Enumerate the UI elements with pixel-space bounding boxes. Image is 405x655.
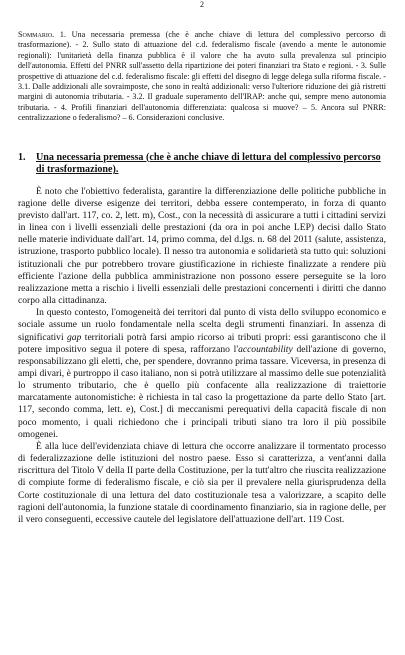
section-number: 1. xyxy=(18,151,26,163)
paragraph-1: È noto che l'obiettivo federalista, garantire la differenziazione delle politiche pubbliche in ragione delle diverse esigenze dei territori, debba essere contemperato, in forza di quanto previsto dall'art. 117, co. 2, lett. m), Cost., con la necessità di assicurare a tutti i cittadini servizi in linea con i livelli essenziali delle prestazioni (da ora in poi anche LEP) decisi dallo Stato nelle materie individuate dall'art. 14, primo comma, del d.lgs. n. 68 del 2011 (salute, assistenza, istruzione, trasporto pubblico locale). Il nesso tra autonomia e solidarietà sta tutto qui: soluzioni istituzionali che pur potrebbero trovare giustificazione in richieste finalizzate a rendere più efficiente l'azione della pubblica amministrazione non possono essere perseguite se la loro realizzazione metta a rischio i livelli essenziali delle prestazioni concernenti i diritti che danno corpo alla cittadinanza. xyxy=(18,185,386,307)
body-text xyxy=(18,186,386,526)
summary-text: . 1. Una necessaria premessa (che è anche chiave di lettura del complessivo percorso di trasformazione). - 2. Sullo stato di attuazione del c.d. federalismo fiscale (avendo a mente le autonomie regionali): l'unitarietà della finanza pubblica è il valore che ha avuto sulla prevalenza sul principio dell'autonomia. Effetti del PNRR sull'assetto della ripartizione dei poteri finanziari tra Stato e regioni. - 3. Sulle prospettive di attuazione del c.d. federalismo fiscale: gli effetti del disegno di legge delega sulla riforma fiscale. - 3.1. Dalle addizionali alle sovraimposte, che sono in realtà addizionali: verso l'ulteriore riduzione dei già ristretti margini di autonomia tributaria. - 3.2. Il graduale superamento dell'IRAP: anche qui, sempre meno autonomia tributaria. - 4. Profili finanziari dell'autonomia differenziata: qualcosa si muove? – 5. Ancora sul PNRR: centralizzazione o federalismo? – 6. Considerazioni conclusive. xyxy=(18,30,386,123)
paragraph-2-part-2: territoriali potrà farsi ampio ricorso ai tributi propri: essi garantiscono che il potere impositivo segua il potere di spesa, rafforzano l' xyxy=(18,331,386,355)
section-title: Una necessaria premessa (che è anche chiave di lettura del complessivo percorso di trasformazione). xyxy=(36,151,381,176)
section-heading xyxy=(18,152,386,177)
paragraph-2-italic-accountability: accountability xyxy=(238,343,293,355)
page-number: 2 xyxy=(200,0,204,9)
summary-label: Sommario xyxy=(18,30,53,39)
paragraph-2-part-1: In questo contesto, l'omogeneità dei territori dal punto di vista dello sviluppo economico e sociale assume un ruolo fondamentale nella scelta degli strumenti finanziari. In assenza di significativi xyxy=(18,307,386,343)
summary-block xyxy=(18,30,386,124)
paragraph-3: È alla luce dell'evidenziata chiave di lettura che occorre analizzare il tormentato processo di federalizzazione delle istituzioni del nostro paese. Esso si caratterizza, a vent'anni dalla riscrittura del Titolo V della II parte della Costituzione, per la tutt'altro che riuscita realizzazione di compiute forme di federalismo fiscale, e ciò sia per il prevalere nella giurisprudenza della Corte costituzionale di una lettura del dato costituzionale tesa a valorizzare, a scapito delle ragioni dell'autonomia, la funzione statale di coordinamento finanziario, sia in ragione delle, per il vero conseguenti, eccessive cautele del legislatore dell'attuazione dell'art. 119 Cost. xyxy=(18,440,386,525)
paragraph-2-part-3: dell'azione di governo, responsabilizzano gli eletti, che, per spendere, dovranno prima tassare. Viceversa, in presenza di ampi divari, è purtroppo il caso italiano, non si potrà utilizzare al massimo delle sue potenzialità lo strumento tributario, che è quello più confacente alla realizzazione di traiettorie marcatamente autonomistiche: è richiesta in tal caso la progettazione da parte dello Stato [art. 117, secondo comma, lett. e), Cost.] di meccanismi perequativi della capacità fiscale di non poco momento, i quali richiedono che i principali tributi siano tra loro il più possibile omogenei. xyxy=(18,343,386,440)
paragraph-2-italic-gap: gap xyxy=(67,331,82,343)
paragraph-2 xyxy=(18,307,386,441)
